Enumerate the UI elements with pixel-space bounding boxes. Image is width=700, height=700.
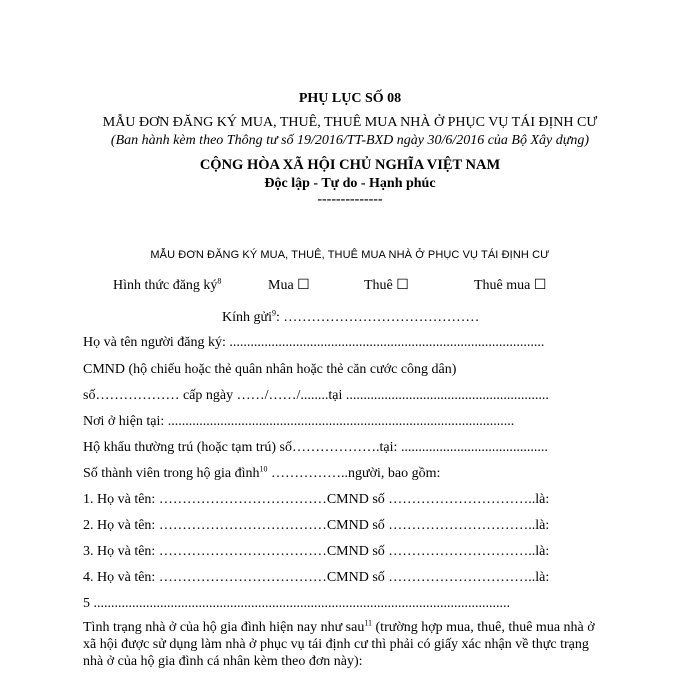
registration-type-label: Hình thức đăng $ký^8$	[113, 276, 222, 293]
member-row: 4. Họ và tên: ………………………………CMND số …………………………..là:	[83, 570, 550, 585]
motto-separator: --------------	[317, 192, 383, 207]
issued-by-note: (Ban hành kèm theo Thông tư số 19/2016/TT-BXD ngày 30/6/2016 của Bộ Xây dựng)	[110, 133, 590, 148]
option-rent-to-own[interactable]: Thuê mua ☐	[474, 278, 547, 293]
member-row: 3. Họ và tên: ………………………………CMND số …………………………..là:	[83, 544, 550, 559]
national-motto: Độc lập - Tự do - Hạnh phúc	[264, 176, 436, 191]
checkbox-icon[interactable]: ☐	[396, 278, 409, 293]
option-buy[interactable]: Mua ☐	[268, 278, 310, 293]
current-residence-field: Nơi ở hiện tại: ...................................................................................................	[83, 414, 515, 429]
checkbox-icon[interactable]: ☐	[297, 278, 310, 293]
checkbox-icon[interactable]: ☐	[533, 278, 547, 293]
household-registration-field: Hộ khẩu thường trú (hoặc tạm trú) số……………….tại: ..........................................	[83, 440, 548, 455]
housing-status-paragraph: Tình trạng nhà ở của hộ gia đình hiện nay như sau$^{11}$ (trường hợp mua, thuê, thuê mua nhà ở xã hội được sử dụng làm nhà ở phục vụ tái định cư thì phải có giấy xác nhận về thực trạng nhà ở của hộ gia đình cá nhân kèm theo đơn này):	[83, 618, 595, 669]
form-subtitle: MẪU ĐƠN ĐĂNG KÝ MUA, THUÊ, THUÊ MUA NHÀ Ở PHỤC VỤ TÁI ĐỊNH CƯ	[150, 249, 550, 261]
nation-name: CỘNG HÒA XÃ HỘI CHỦ NGHĨA VIỆT NAM	[199, 157, 501, 173]
member-row: 1. Họ và tên: ………………………………CMND số …………………………..là:	[83, 492, 550, 507]
recipient-line: Kính gửi$^9$: ……………………………………	[222, 308, 480, 325]
option-rent[interactable]: Thuê ☐	[364, 278, 409, 293]
form-title: MẪU ĐƠN ĐĂNG KÝ MUA, THUÊ, THUÊ MUA NHÀ Ở PHỤC VỤ TÁI ĐỊNH CƯ	[102, 115, 598, 130]
id-number-field: số……………… cấp ngày ……/……/........tại ..........................................................	[83, 388, 549, 403]
id-intro: CMND (hộ chiếu hoặc thẻ quân nhân hoặc thẻ căn cước công dân)	[83, 362, 457, 377]
household-members-field: Số thành viên trong hộ gia đình$^{10}$ ……………..người, bao gồm:	[83, 464, 441, 481]
applicant-name-field: Họ và tên người đăng ký: ..........................................................................................	[83, 335, 545, 350]
member-row: 5 .......................................................................................................................	[83, 596, 510, 611]
member-row: 2. Họ và tên: ………………………………CMND số …………………………..là:	[83, 518, 550, 533]
appendix-title: PHỤ LỤC SỐ 08	[298, 91, 402, 106]
